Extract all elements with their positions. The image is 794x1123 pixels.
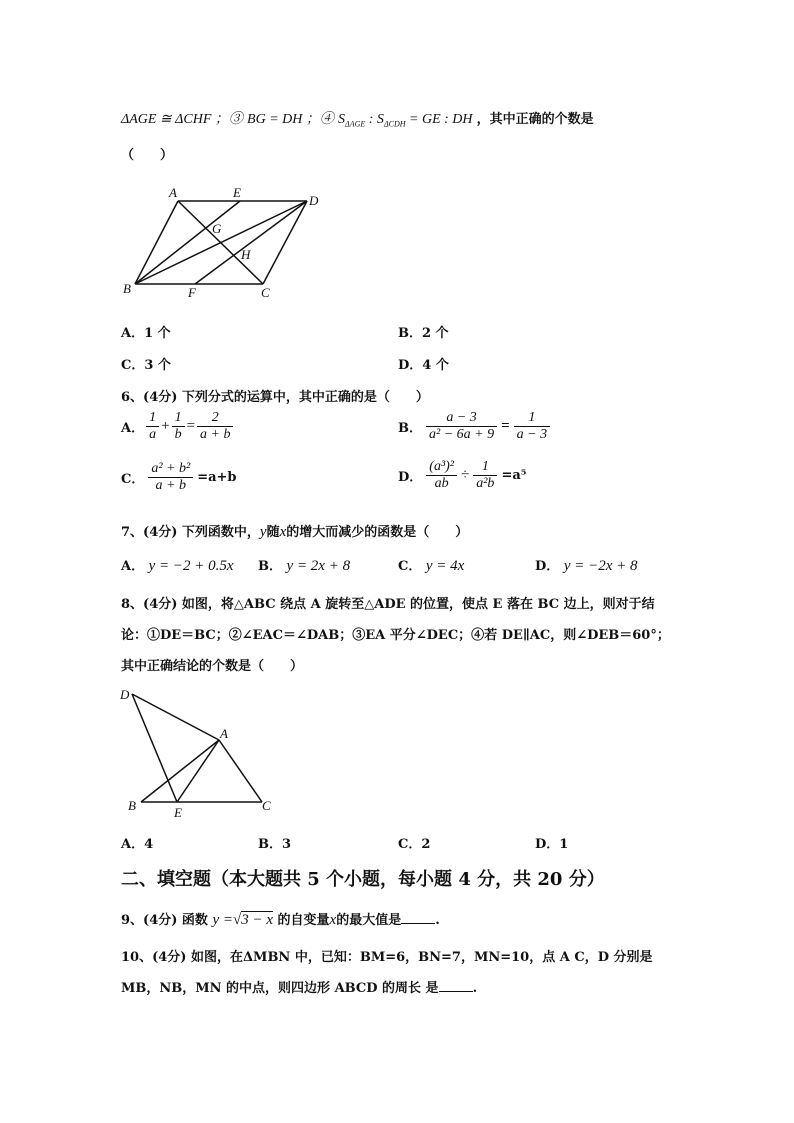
q5-area-s1: S <box>338 112 346 127</box>
q5-parallelogram-figure <box>115 183 325 303</box>
q5-seg-AB <box>135 201 178 284</box>
q10-line1: 10、(4分) 如图，在ΔMBN 中，已知：BM=6，BN=7，MN=10，点 A C，D 分别是 <box>121 950 653 965</box>
q10-answer-blank[interactable] <box>439 979 473 992</box>
q7-option-a <box>121 555 234 575</box>
q7-b-label: B． <box>258 559 282 574</box>
q5-label-G: G <box>212 221 222 236</box>
q8-option-d: D．1 <box>535 837 569 852</box>
q5-option-c: C．3 个 <box>121 358 171 373</box>
q5-stem-tail: ，其中正确的个数是 <box>476 112 594 127</box>
q7-option-c <box>398 555 464 575</box>
q5-label-B: B <box>123 281 131 296</box>
q6-option-a <box>121 410 233 443</box>
q6-a-frac3: $\frac{2}{a + b}$ <box>197 410 233 443</box>
q8-option-a: A．4 <box>121 837 154 852</box>
q5-stem <box>121 108 594 129</box>
q8-line2: 论：①DE＝BC；②∠EAC＝∠DAB；③EA 平分∠DEC；④若 DE∥AC，则∠DEB＝60°； <box>121 628 670 643</box>
q6-option-b <box>398 410 550 443</box>
q7-c-label: C． <box>398 559 422 574</box>
q9-answer-blank[interactable] <box>401 911 435 924</box>
q10-end: . <box>472 981 478 996</box>
q6-c-label: C． <box>121 472 145 487</box>
q6-b-frac2: $\frac{1}{a - 3}$ <box>514 410 550 443</box>
q6-a-frac2: $\frac{1}{b}$ <box>172 410 185 443</box>
q5-congruence: ΔAGE ≅ ΔCHF ；③ <box>121 112 243 127</box>
q6-d-frac1: $\frac{\text{(a³)²}}{ab}$ <box>426 459 457 492</box>
q6-d-frac2: $\frac{1}{\text{a²b}}$ <box>473 459 497 492</box>
q5-seg-DC <box>263 201 307 284</box>
q6-d-result: =a⁵ <box>501 468 527 483</box>
q8-option-c: C．2 <box>398 837 431 852</box>
q5-label-F: F <box>188 285 196 300</box>
q10-line2-text: MB，NB，MN 的中点，则四边形 ABCD 的周长 是 <box>121 981 439 996</box>
q9-var-x: x <box>329 912 337 928</box>
q5-area-sub2: ΔCDH <box>383 119 406 129</box>
q5-option-a: A．1 个 <box>121 326 171 341</box>
q10-line2 <box>121 977 477 996</box>
q5-area-sub1: ΔAGE <box>345 119 366 129</box>
q6-b-eq: = <box>501 418 510 434</box>
q7-d-expr: y = −2x + 8 <box>563 558 638 574</box>
q5-label-C: C <box>261 285 270 300</box>
q6-c-frac: $\frac{\text{a² + b²}}{a + b}$ <box>148 461 193 494</box>
q6-a-plus: + <box>161 418 170 434</box>
q8-line1: 8、(4分) 如图，将△ABC 绕点 A 旋转至△ADE 的位置，使点 E 落在 BC 边上，则对于结 <box>121 597 655 612</box>
q5-seg-BD <box>135 201 307 284</box>
q5-equality: BG = DH ；④ <box>247 112 334 127</box>
q9-stem-c: 的最大值是 <box>336 913 402 928</box>
q6-b-frac1: $\frac{a - 3}{\text{a² − 6a + 9}}$ <box>426 410 497 443</box>
q6-d-div: ÷ <box>461 467 470 483</box>
q8-seg-AE <box>177 740 219 802</box>
q8-seg-AB <box>141 740 219 802</box>
q5-answer-paren: （ ） <box>121 148 174 163</box>
q7-option-d <box>535 555 638 575</box>
q8-line3: 其中正确结论的个数是（ ） <box>121 659 304 674</box>
q8-label-B: B <box>128 798 136 813</box>
q7-option-b <box>258 555 350 575</box>
q6-option-c <box>121 461 237 494</box>
q6-a-label: A． <box>121 421 145 436</box>
q7-stem-c: 的增大而减少的函数是（ ） <box>286 525 469 540</box>
q9-expr-y: y = <box>212 912 233 928</box>
q7-d-label: D． <box>535 559 560 574</box>
q7-stem-a: 7、(4分) 下列函数中， <box>121 525 260 540</box>
q8-rotation-figure <box>112 683 282 823</box>
q6-b-label: B． <box>398 421 422 436</box>
q5-option-d: D．4 个 <box>398 358 449 373</box>
q8-seg-DE <box>132 694 177 802</box>
q9-radicand: 3 − x <box>241 912 273 928</box>
q5-ratio: = GE : DH <box>405 112 473 127</box>
q8-label-E: E <box>174 805 182 820</box>
q6-a-eq: = <box>186 418 196 434</box>
q8-seg-AC <box>219 740 262 802</box>
q9-sqrt-sign: √ <box>232 912 242 928</box>
q5-area-s2: : S <box>365 112 384 127</box>
q8-label-C: C <box>262 798 271 813</box>
q7-c-expr: y = 4x <box>425 558 465 574</box>
q9-stem-b: 的自变量 <box>277 913 330 928</box>
q8-label-D: D <box>120 687 130 702</box>
q8-option-b: B．3 <box>258 837 292 852</box>
section-2-heading: 二、填空题（本大题共 5 个小题，每小题 4 分，共 20 分） <box>121 869 605 890</box>
q5-seg-BE <box>135 201 240 284</box>
q6-a-frac1: $\frac{1}{a}$ <box>146 410 159 443</box>
q7-b-expr: y = 2x + 8 <box>286 558 351 574</box>
q8-seg-AD <box>132 694 219 740</box>
q9-end: . <box>435 913 440 928</box>
q7-var-x: x <box>279 524 287 540</box>
q7-stem <box>121 521 468 541</box>
q5-label-H: H <box>241 247 251 262</box>
q7-var-y: y <box>259 524 267 540</box>
q7-stem-b: 随 <box>266 525 280 540</box>
q8-label-A: A <box>220 726 228 741</box>
q5-option-b: B．2 个 <box>398 326 449 341</box>
q5-label-D: D <box>309 193 319 208</box>
q6-stem: 6、(4分) 下列分式的运算中，其中正确的是（ ） <box>121 390 429 405</box>
q6-d-label: D． <box>398 470 423 485</box>
q9-stem <box>121 909 440 929</box>
q5-label-A: A <box>169 185 177 200</box>
q6-option-d <box>398 459 526 492</box>
q9-stem-a: 9、(4分) 函数 <box>121 913 208 928</box>
q7-a-label: A． <box>121 559 145 574</box>
q7-a-expr: y = −2 + 0.5x <box>148 558 234 574</box>
q5-label-E: E <box>233 185 241 200</box>
q6-c-result: =a+b <box>197 470 237 485</box>
